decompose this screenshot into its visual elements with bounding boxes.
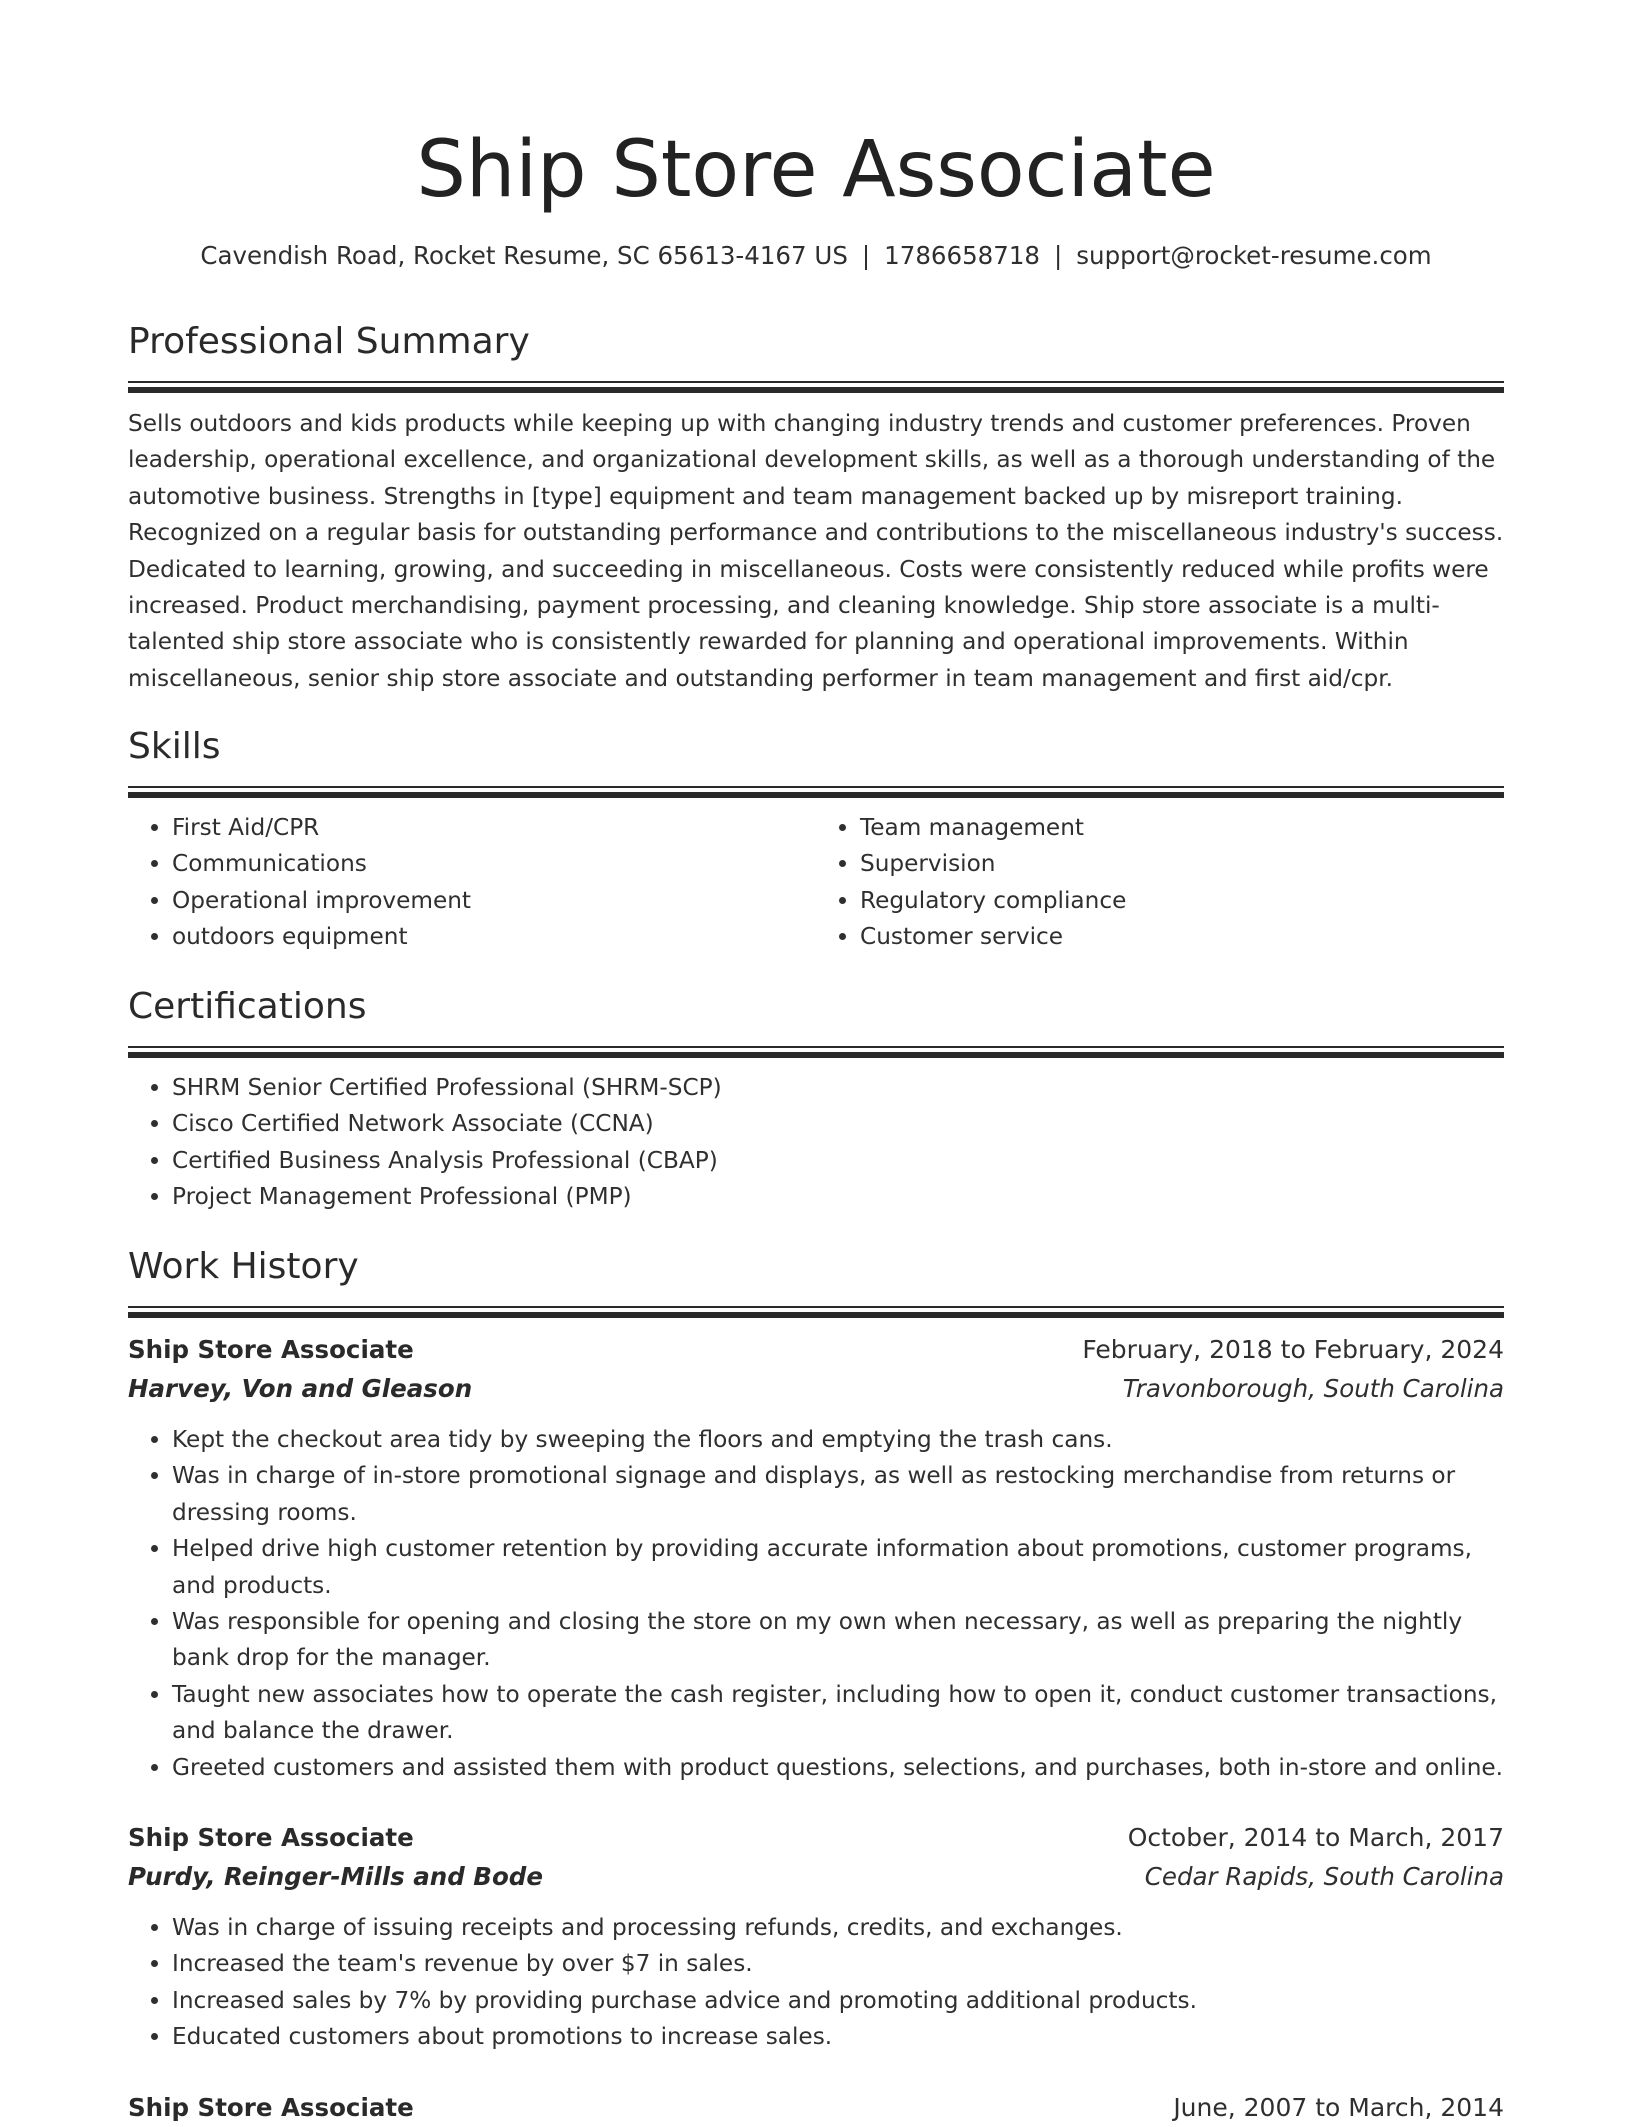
summary-section-header	[128, 317, 1504, 393]
skill-item: • Team management	[860, 810, 1504, 846]
job-bullets	[128, 1422, 1504, 1786]
contact-email: support@rocket-resume.com	[1076, 241, 1432, 270]
job-title: Ship Store Associate	[128, 1823, 414, 1852]
job-entry	[128, 1818, 1504, 2056]
job-bullet: • Increased sales by 7% by providing purchase advice and promoting additional products.	[172, 1983, 1504, 2019]
job-company: Harvey, Von and Gleason	[128, 1374, 473, 1403]
job-bullet: • Greeted customers and assisted them with product questions, selections, and purchases, both in-store and online.	[172, 1750, 1504, 1786]
skill-item: • Regulatory compliance	[860, 883, 1504, 919]
section-divider	[128, 1046, 1504, 1058]
certification-item: • Project Management Professional (PMP)	[172, 1179, 1504, 1215]
job-bullet: • Taught new associates how to operate the cash register, including how to open it, conduct customer transactions, and balance the drawer.	[172, 1677, 1504, 1750]
skill-item: • Operational improvement	[172, 883, 816, 919]
job-entry	[128, 2088, 1504, 2127]
skills-section-header	[128, 722, 1504, 798]
skill-item: • Customer service	[860, 919, 1504, 955]
section-divider	[128, 786, 1504, 798]
summary-text: Sells outdoors and kids products while keeping up with changing industry trends and customer preferences. Proven leadership, operational excellence, and organizational development skills, as well as a thorough understanding of the automotive business. Strengths in [type] equipment and team management backed up by misreport training. Recognized on a regular basis for outstanding performance and contributions to the miscellaneous industry's success. Dedicated to learning, growing, and succeeding in miscellaneous. Costs were consistently reduced while profits were increased. Product merchandising, payment processing, and cleaning knowledge. Ship store associate is a multi-talented ship store associate who is consistently rewarded for planning and operational improvements. Within miscellaneous, senior ship store associate and outstanding performer in team management and first aid/cpr.	[128, 410, 1504, 692]
job-company: Purdy, Reinger-Mills and Bode	[128, 1862, 543, 1891]
job-dates: June, 2007 to March, 2014	[1173, 2093, 1504, 2122]
job-bullet: • Was in charge of issuing receipts and processing refunds, credits, and exchanges.	[172, 1910, 1504, 1946]
contact-phone: 1786658718	[884, 241, 1041, 270]
certifications-list	[128, 1070, 1504, 1216]
skill-item: • Communications	[172, 846, 816, 882]
skill-item: • outdoors equipment	[172, 919, 816, 955]
skill-item: • Supervision	[860, 846, 1504, 882]
job-entry	[128, 1330, 1504, 1786]
certifications-heading: Certifications	[128, 986, 367, 1027]
job-location: Travonborough, South Carolina	[1122, 1374, 1504, 1403]
contact-separator: |	[861, 241, 871, 270]
contact-separator: |	[1054, 241, 1063, 270]
work-history-section-header	[128, 1242, 1504, 1318]
job-bullets	[128, 1910, 1504, 2056]
job-location: Cedar Rapids, South Carolina	[1144, 1862, 1504, 1891]
job-title: Ship Store Associate	[128, 2093, 414, 2122]
certification-item: • Certified Business Analysis Professional (CBAP)	[172, 1143, 1504, 1179]
resume-title: Ship Store Associate	[416, 125, 1216, 215]
section-divider	[128, 1306, 1504, 1318]
skills-list	[128, 810, 1504, 956]
contact-line	[128, 236, 1504, 276]
certification-item: • SHRM Senior Certified Professional (SHRM-SCP)	[172, 1070, 1504, 1106]
certification-item: • Cisco Certified Network Associate (CCNA)	[172, 1106, 1504, 1142]
job-bullet: • Kept the checkout area tidy by sweeping the floors and emptying the trash cans.	[172, 1422, 1504, 1458]
skill-item: • First Aid/CPR	[172, 810, 816, 846]
skills-column-left	[128, 810, 816, 956]
job-bullet: • Was in charge of in-store promotional signage and displays, as well as restocking merchandise from returns or dressing rooms.	[172, 1458, 1504, 1531]
job-bullet: • Educated customers about promotions to increase sales.	[172, 2019, 1504, 2055]
job-title: Ship Store Associate	[128, 1335, 414, 1364]
work-history-heading: Work History	[128, 1246, 359, 1287]
job-dates: February, 2018 to February, 2024	[1082, 1335, 1504, 1364]
job-bullet: • Helped drive high customer retention by providing accurate information about promotions, customer programs, and products.	[172, 1531, 1504, 1604]
certifications-section-header	[128, 982, 1504, 1058]
contact-address: Cavendish Road, Rocket Resume, SC 65613-4167 US	[200, 241, 848, 270]
job-dates: October, 2014 to March, 2017	[1127, 1823, 1504, 1852]
section-divider	[128, 381, 1504, 393]
skills-heading: Skills	[128, 726, 221, 767]
job-bullet: • Increased the team's revenue by over $7 in sales.	[172, 1946, 1504, 1982]
job-bullet: • Was responsible for opening and closing the store on my own when necessary, as well as preparing the nightly bank drop for the manager.	[172, 1604, 1504, 1677]
summary-heading: Professional Summary	[128, 321, 530, 362]
skills-column-right	[816, 810, 1504, 956]
